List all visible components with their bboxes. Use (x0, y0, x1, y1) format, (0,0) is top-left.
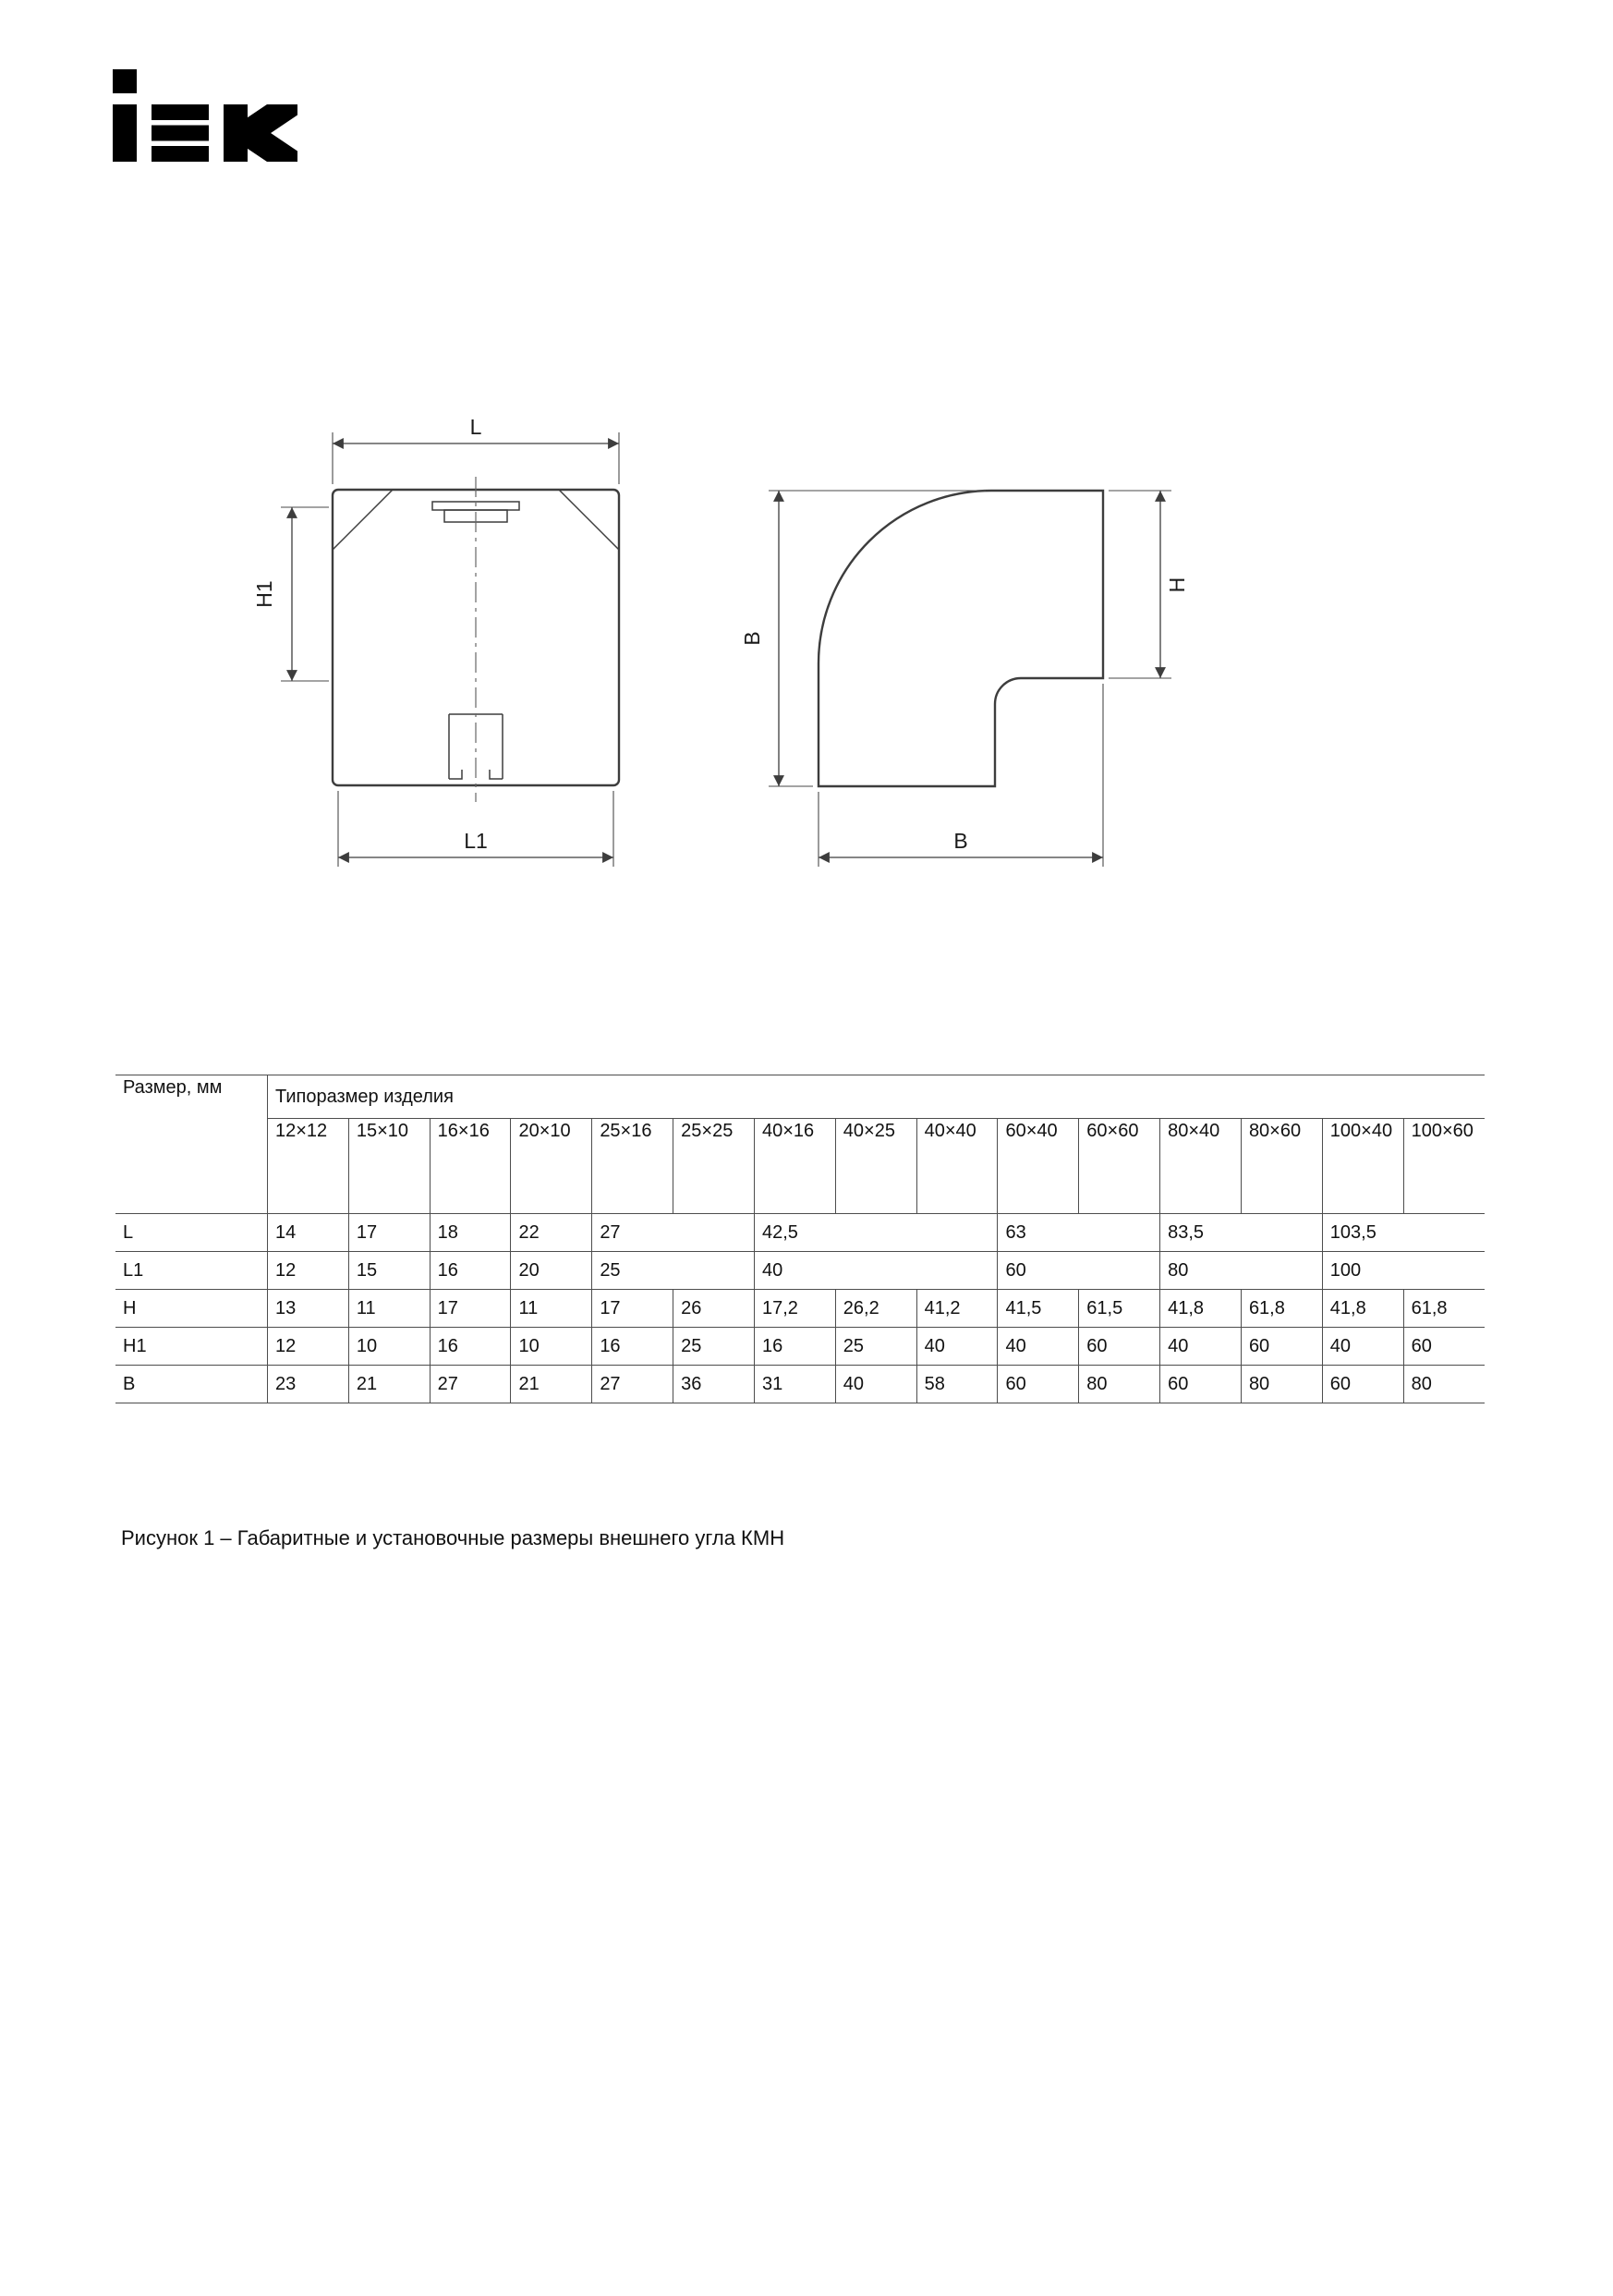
table-cell: 25 (835, 1328, 916, 1366)
table-cell: 40 (1160, 1328, 1242, 1366)
table-cell: 20 (511, 1252, 592, 1290)
header-row-1 (115, 1075, 1485, 1119)
table-cell: 80 (1241, 1366, 1322, 1403)
size-column-header: 80×60 (1241, 1119, 1322, 1214)
table-row (115, 1366, 1485, 1403)
figure-caption: Рисунок 1 – Габаритные и установочные размеры внешнего угла КМН (121, 1526, 785, 1549)
table-cell: 11 (511, 1290, 592, 1328)
row-label: L1 (115, 1252, 268, 1290)
size-header-row (115, 1119, 1485, 1214)
table-row (115, 1290, 1485, 1328)
dim-ext-H (1109, 491, 1171, 678)
dim-label-H1: H1 (252, 580, 276, 608)
table-cell: 61,8 (1241, 1290, 1322, 1328)
table-cell: 42,5 (754, 1214, 997, 1252)
table-cell: 12 (268, 1328, 349, 1366)
size-column-header: 40×25 (835, 1119, 916, 1214)
dim-label-L: L (469, 415, 482, 439)
table-cell: 40 (1322, 1328, 1403, 1366)
table-cell: 60 (998, 1252, 1160, 1290)
table-cell: 63 (998, 1214, 1160, 1252)
corner-header-cell: Размер, мм (115, 1075, 268, 1214)
table-cell: 10 (511, 1328, 592, 1366)
table-row (115, 1328, 1485, 1366)
table-cell: 18 (430, 1214, 511, 1252)
size-column-header: 100×60 (1403, 1119, 1485, 1214)
table-cell: 17 (592, 1290, 673, 1328)
table-cell: 60 (998, 1366, 1079, 1403)
table-cell: 58 (916, 1366, 998, 1403)
dim-ext-H1 (281, 507, 329, 681)
table-cell: 23 (268, 1366, 349, 1403)
table-cell: 100 (1322, 1252, 1485, 1290)
size-column-header: 40×16 (754, 1119, 835, 1214)
table-cell: 36 (673, 1366, 755, 1403)
row-label: H (115, 1290, 268, 1328)
table-row (115, 1214, 1485, 1252)
table-cell: 17 (430, 1290, 511, 1328)
front-view (252, 415, 619, 867)
size-column-header: 60×40 (998, 1119, 1079, 1214)
table-cell: 60 (1079, 1328, 1160, 1366)
size-column-header: 100×40 (1322, 1119, 1403, 1214)
table-cell: 27 (592, 1366, 673, 1403)
table-cell: 16 (592, 1328, 673, 1366)
table-cell: 60 (1403, 1328, 1485, 1366)
dim-label-L1: L1 (464, 829, 488, 853)
table-cell: 15 (348, 1252, 430, 1290)
table-cell: 60 (1241, 1328, 1322, 1366)
size-column-header: 20×10 (511, 1119, 592, 1214)
table-cell: 13 (268, 1290, 349, 1328)
table-cell: 61,8 (1403, 1290, 1485, 1328)
table-cell: 26,2 (835, 1290, 916, 1328)
table-cell: 40 (835, 1366, 916, 1403)
table-cell: 31 (754, 1366, 835, 1403)
size-column-header: 60×60 (1079, 1119, 1160, 1214)
table-cell: 17,2 (754, 1290, 835, 1328)
side-view (740, 491, 1189, 867)
table-cell: 16 (430, 1252, 511, 1290)
table-cell: 16 (754, 1328, 835, 1366)
table-cell: 21 (348, 1366, 430, 1403)
iek-logo-letters (113, 69, 296, 162)
row-label: L (115, 1214, 268, 1252)
size-column-header: 16×16 (430, 1119, 511, 1214)
table-cell: 17 (348, 1214, 430, 1252)
dim-label-H: H (1165, 577, 1189, 593)
table-cell: 25 (673, 1328, 755, 1366)
table-cell: 10 (348, 1328, 430, 1366)
side-view-outline (819, 491, 1103, 786)
table-cell: 41,5 (998, 1290, 1079, 1328)
table-cell: 41,8 (1322, 1290, 1403, 1328)
size-column-header: 15×10 (348, 1119, 430, 1214)
dim-label-B-left: B (740, 631, 764, 646)
dim-label-B-bottom: B (953, 829, 968, 853)
table-cell: 12 (268, 1252, 349, 1290)
table-row (115, 1252, 1485, 1290)
table-cell: 11 (348, 1290, 430, 1328)
table-cell: 41,8 (1160, 1290, 1242, 1328)
table-cell: 61,5 (1079, 1290, 1160, 1328)
table-cell: 14 (268, 1214, 349, 1252)
table-cell: 27 (592, 1214, 755, 1252)
table-cell: 21 (511, 1366, 592, 1403)
technical-drawing (240, 407, 1201, 887)
table-cell: 27 (430, 1366, 511, 1403)
table-cell: 25 (592, 1252, 755, 1290)
table-cell: 16 (430, 1328, 511, 1366)
table-cell: 103,5 (1322, 1214, 1485, 1252)
dim-ext-L (333, 432, 619, 484)
table-body (115, 1214, 1485, 1403)
dimensions-table (115, 1075, 1485, 1403)
table-cell: 60 (1322, 1366, 1403, 1403)
group-header-cell: Типоразмер изделия (268, 1075, 1486, 1119)
table-cell: 80 (1403, 1366, 1485, 1403)
size-column-header: 25×25 (673, 1119, 755, 1214)
table-cell: 26 (673, 1290, 755, 1328)
table-cell: 80 (1079, 1366, 1160, 1403)
table-cell: 40 (998, 1328, 1079, 1366)
table-cell: 80 (1160, 1252, 1323, 1290)
size-column-header: 80×40 (1160, 1119, 1242, 1214)
size-column-header: 25×16 (592, 1119, 673, 1214)
table-cell: 83,5 (1160, 1214, 1323, 1252)
table-cell: 60 (1160, 1366, 1242, 1403)
table-cell: 22 (511, 1214, 592, 1252)
table-cell: 41,2 (916, 1290, 998, 1328)
iek-logo (113, 69, 297, 162)
row-label: H1 (115, 1328, 268, 1366)
row-label: B (115, 1366, 268, 1403)
size-column-header: 40×40 (916, 1119, 998, 1214)
size-column-header: 12×12 (268, 1119, 349, 1214)
table-cell: 40 (916, 1328, 998, 1366)
table-cell: 40 (754, 1252, 997, 1290)
